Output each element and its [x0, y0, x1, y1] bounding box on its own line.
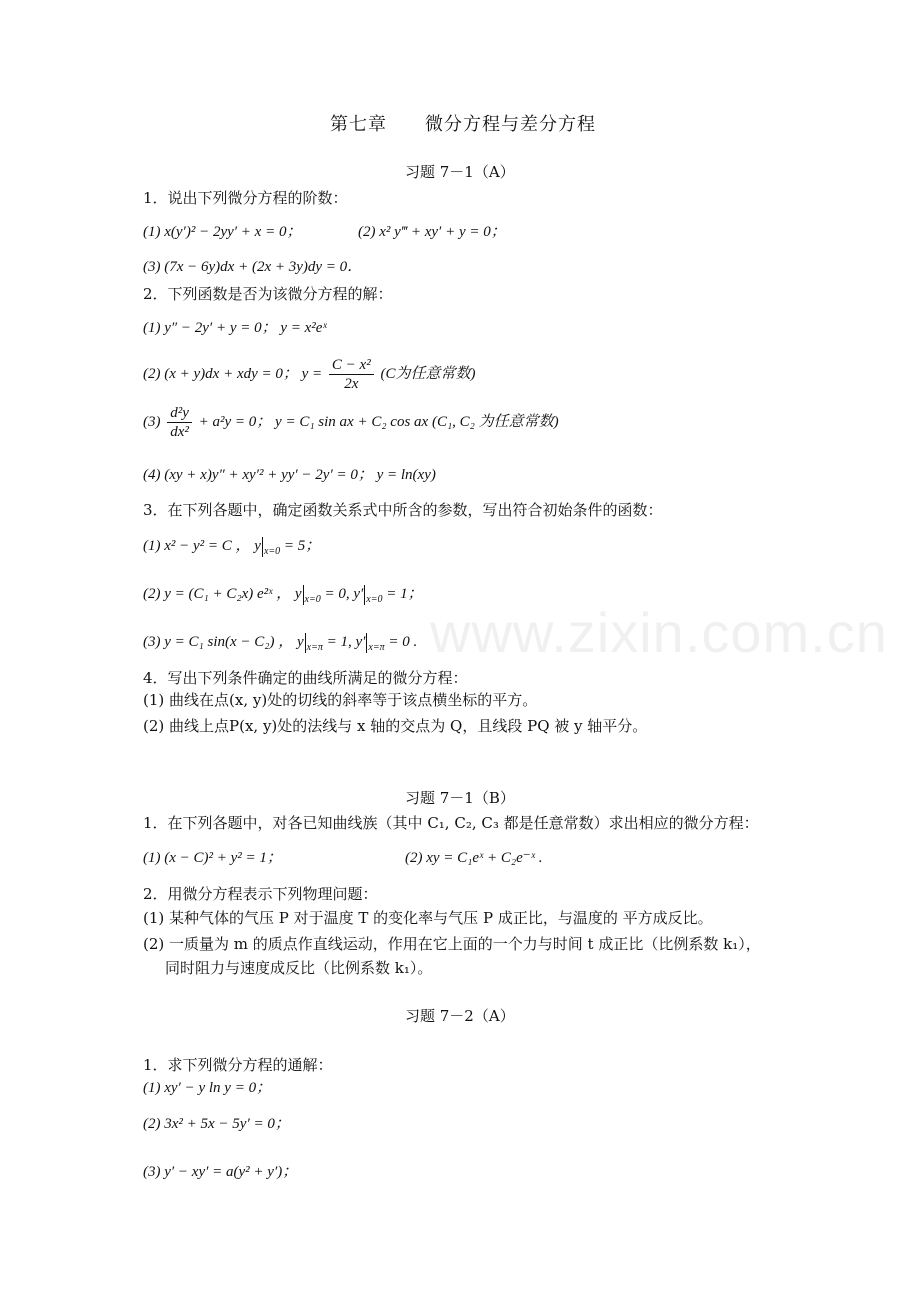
b-q1-stem: 1．在下列各题中，对各已知曲线族（其中 C₁, C₂, C₃ 都是任意常数）求出相应的微分方程： — [143, 814, 759, 832]
q4-stem: 4．写出下列条件确定的曲线所满足的微分方程： — [143, 669, 468, 687]
c-q1-item-2: (2) 3x² + 5x − 5y′ = 0； — [143, 1116, 290, 1132]
condition-subscript: x=0 — [263, 546, 281, 557]
q3-item-2-value-1: = 0, y′ — [324, 586, 364, 602]
condition-subscript: x=π — [306, 642, 323, 653]
q1-item-3: (3) (7x − 6y)dx + (2x + 3y)dy = 0． — [143, 259, 363, 275]
b-q2-item-2-continued: 同时阻力与速度成反比（比例系数 k₁）。 — [165, 959, 433, 977]
q2-item-1: (1) y″ − 2y′ + y = 0； y = x²eˣ — [143, 320, 327, 336]
section-heading-7-1-b: 习题 7－1（B） — [405, 789, 515, 807]
section-heading-7-2-a: 习题 7－2（A） — [405, 1007, 515, 1025]
fraction-numerator: d²y — [167, 404, 192, 423]
b-q2-item-1: (1) 某种气体的气压 P 对于温度 T 的变化率与气压 P 成正比，与温度的 平方成反比。 — [143, 909, 713, 927]
condition-subscript: x=0 — [366, 594, 383, 605]
condition-subscript: x=0 — [304, 594, 321, 605]
q3-item-3-value-2: = 0 . — [388, 634, 418, 650]
q4-item-1: (1) 曲线在点(x, y)处的切线的斜率等于该点横坐标的平方。 — [143, 691, 538, 709]
watermark: www.zixin.com.cn — [430, 601, 888, 664]
fraction — [329, 356, 374, 393]
chapter-title: 第七章 微分方程与差分方程 — [330, 114, 596, 135]
q2-item-2-note: (C为任意常数) — [380, 365, 476, 382]
q3-item-2 — [143, 584, 423, 610]
q1-item-1: (1) x(y′)² − 2yy′ + x = 0； — [143, 224, 302, 240]
q4-item-2: (2) 曲线上点P(x, y)处的法线与 x 轴的交点为 Q，且线段 PQ 被 y 轴平分。 — [143, 717, 648, 735]
fraction-denominator: 2x — [344, 376, 359, 392]
q2-item-2-equation: (2) (x + y)dx + xdy = 0； y = — [143, 365, 323, 382]
q3-item-1-equation: (1) x² − y² = C ， y — [143, 538, 261, 554]
q1-item-2: (2) x² y‴ + xy′ + y = 0； — [358, 224, 506, 240]
q3-item-2-equation: (2) y = (C₁ + C₂x) e²ˣ ， y — [143, 586, 302, 602]
q3-item-1 — [143, 536, 320, 562]
q3-item-2-value-2: = 1； — [386, 586, 423, 602]
q2-item-3-equation: + a²y = 0； y = C₁ sin ax + C₂ cos ax (C₁, C₂ 为任意常数) — [198, 413, 559, 430]
derivative-fraction — [167, 404, 192, 441]
c-q1-item-3: (3) y′ − xy′ = a(y² + y′)； — [143, 1164, 298, 1180]
fraction-numerator: C − x² — [329, 356, 374, 375]
evaluation-bar — [262, 537, 263, 557]
evaluation-bar — [305, 633, 306, 653]
c-q1-stem: 1．求下列微分方程的通解： — [143, 1056, 333, 1074]
b-q2-item-2: (2) 一质量为 m 的质点作直线运动，作用在它上面的一个力与时间 t 成正比（比例系数 k₁）， — [143, 935, 761, 953]
fraction-denominator: dx² — [170, 424, 189, 440]
b-q1-item-1: (1) (x − C)² + y² = 1； — [143, 850, 282, 866]
q3-item-3-value-1: = 1, y′ — [326, 634, 366, 650]
c-q1-item-1: (1) xy′ − y ln y = 0； — [143, 1080, 272, 1096]
q3-stem: 3．在下列各题中，确定函数关系式中所含的参数，写出符合初始条件的函数： — [143, 501, 663, 519]
q2-item-3 — [143, 404, 559, 441]
q2-item-4: (4) (xy + x)y″ + xy′² + yy′ − 2y′ = 0； y = ln(xy) — [143, 467, 436, 483]
b-q1-item-2: (2) xy = C₁eˣ + C₂e⁻ˣ . — [405, 850, 543, 866]
q1-stem: 1．说出下列微分方程的阶数： — [143, 189, 348, 207]
q3-item-1-value: = 5； — [283, 538, 321, 554]
q2-item-3-label: (3) — [143, 413, 161, 430]
section-heading-7-1-a: 习题 7－1（A） — [405, 163, 515, 181]
q3-item-3 — [143, 632, 417, 658]
evaluation-bar — [303, 585, 304, 605]
q2-stem: 2．下列函数是否为该微分方程的解： — [143, 285, 393, 303]
q2-item-2 — [143, 356, 475, 393]
q3-item-3-equation: (3) y = C₁ sin(x − C₂) ， y — [143, 634, 304, 650]
condition-subscript: x=π — [368, 642, 385, 653]
b-q2-stem: 2．用微分方程表示下列物理问题： — [143, 885, 378, 903]
